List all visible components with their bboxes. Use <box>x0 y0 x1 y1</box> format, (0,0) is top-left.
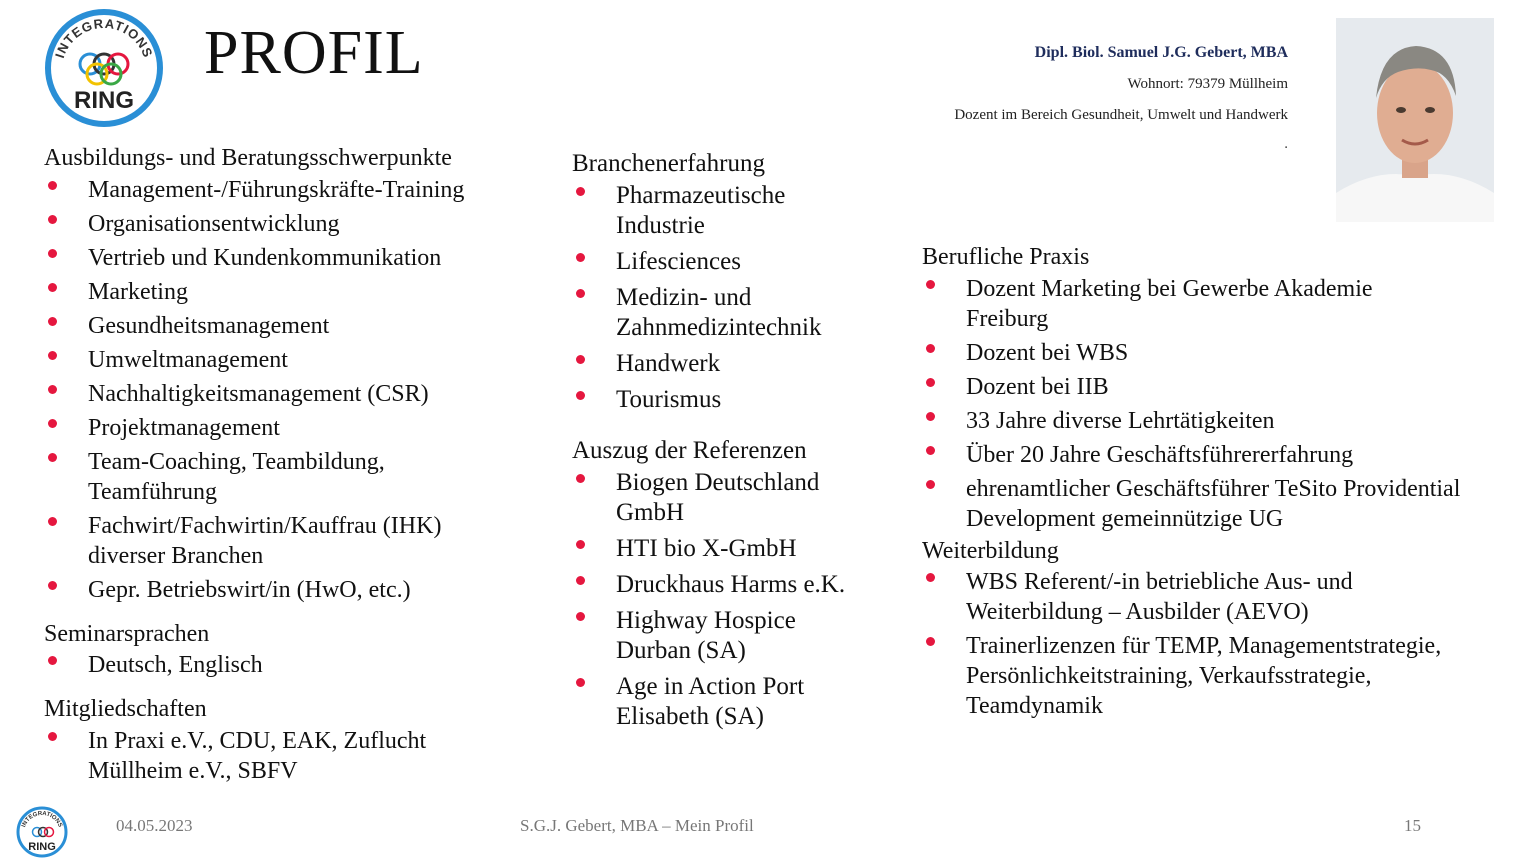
list-item: Gepr. Betriebswirt/in (HwO, etc.) <box>44 575 534 605</box>
languages-title: Seminarsprachen <box>44 620 210 647</box>
list-item: Team-Coaching, Teambildung, Teamführung <box>44 447 428 507</box>
list-item: In Praxi e.V., CDU, EAK, Zuflucht Müllheim e.V., SBFV <box>44 726 488 786</box>
column-3 <box>922 244 1522 725</box>
list-item: Medizin- und Zahnmedizintechnik <box>572 283 866 343</box>
focus-list <box>44 175 534 605</box>
list-item: Handwerk <box>572 349 902 379</box>
references-list <box>572 468 902 732</box>
column-1 <box>44 145 534 790</box>
person-name: Dipl. Biol. Samuel J.G. Gebert, MBA <box>1034 44 1288 61</box>
list-item: Marketing <box>44 277 534 307</box>
list-item: Biogen Deutschland GmbH <box>572 468 856 528</box>
list-item: Lifesciences <box>572 247 902 277</box>
list-item: Age in Action Port Elisabeth (SA) <box>572 672 846 732</box>
training-title: Weiterbildung <box>922 537 1059 564</box>
list-item: 33 Jahre diverse Lehrtätigkeiten <box>922 406 1522 436</box>
list-item: Gesundheitsmanagement <box>44 311 534 341</box>
list-item: ehrenamtlicher Geschäftsführer TeSito Providential Development gemeinnützige UG <box>922 474 1506 534</box>
list-item: Trainerlizenzen für TEMP, Managementstrategie, Persönlichkeitstraining, Verkaufsstrategie, Teamdynamik <box>922 631 1506 721</box>
languages-list <box>44 650 534 680</box>
list-item: Management-/Führungskräfte-Training <box>44 175 534 205</box>
practice-title: Berufliche Praxis <box>922 244 1090 270</box>
column-2 <box>572 150 902 738</box>
training-list <box>922 567 1522 721</box>
profile-header <box>954 44 1288 153</box>
list-item: Projektmanagement <box>44 413 534 443</box>
list-item: Fachwirt/Fachwirtin/Kauffrau (IHK) diverser Branchen <box>44 511 508 571</box>
list-item: Pharmazeutische Industrie <box>572 181 816 241</box>
header-dot: . <box>1284 136 1288 152</box>
list-item: Deutsch, Englisch <box>44 650 534 680</box>
svg-text:RING: RING <box>74 87 134 114</box>
list-item: Nachhaltigkeitsmanagement (CSR) <box>44 379 534 409</box>
page-number: 15 <box>1404 816 1421 835</box>
integrationsring-logo <box>40 8 168 128</box>
list-item: Dozent bei IIB <box>922 372 1522 402</box>
svg-text:INTEGRATIONS: INTEGRATIONS <box>21 810 63 829</box>
list-item: Highway Hospice Durban (SA) <box>572 606 836 666</box>
references-title: Auszug der Referenzen <box>572 436 807 464</box>
list-item: Dozent Marketing bei Gewerbe Akademie Freiburg <box>922 274 1426 334</box>
role: Dozent im Bereich Gesundheit, Umwelt und Handwerk <box>954 107 1288 123</box>
list-item: Vertrieb und Kundenkommunikation <box>44 243 534 273</box>
focus-title: Ausbildungs- und Beratungsschwerpunkte <box>44 145 452 171</box>
footer-title: S.G.J. Gebert, MBA – Mein Profil <box>520 816 754 835</box>
practice-list <box>922 274 1522 534</box>
list-item: Druckhaus Harms e.K. <box>572 570 902 600</box>
list-item: Über 20 Jahre Geschäftsführererfahrung <box>922 440 1522 470</box>
portrait-photo <box>1336 18 1494 222</box>
list-item: Organisationsentwicklung <box>44 209 534 239</box>
list-item: HTI bio X-GmbH <box>572 534 902 564</box>
list-item: Umweltmanagement <box>44 345 534 375</box>
residence: Wohnort: 79379 Müllheim <box>1127 76 1288 92</box>
page-title: PROFIL <box>204 19 424 87</box>
footer-date: 04.05.2023 <box>116 816 193 835</box>
svg-text:INTEGRATIONS: INTEGRATIONS <box>52 15 156 60</box>
integrationsring-logo-small <box>14 806 70 858</box>
list-item: Dozent bei WBS <box>922 338 1522 368</box>
industries-list <box>572 181 902 415</box>
industries-title: Branchenerfahrung <box>572 150 765 177</box>
list-item: Tourismus <box>572 385 902 415</box>
memberships-list <box>44 726 534 786</box>
list-item: WBS Referent/-in betriebliche Aus- und Weiterbildung – Ausbilder (AEVO) <box>922 567 1406 627</box>
memberships-title: Mitgliedschaften <box>44 696 207 723</box>
svg-text:RING: RING <box>28 841 56 853</box>
